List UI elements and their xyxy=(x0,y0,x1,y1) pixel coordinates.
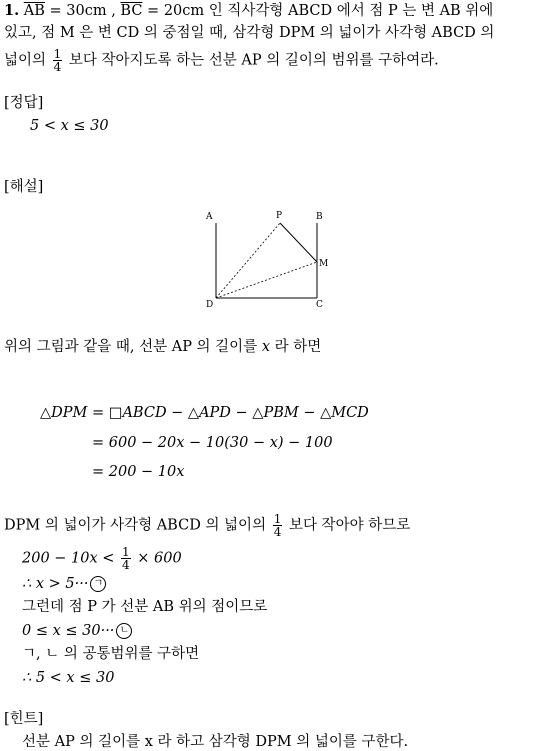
segment-ab: $\overline{AB}$ xyxy=(23,3,45,19)
line3-post: 보다 작아지도록 하는 선분 AP 의 길이의 범위를 구하여라. xyxy=(68,52,439,69)
segment-pm xyxy=(280,223,317,262)
equation-line-3: = 200 − 10x xyxy=(92,464,185,480)
condition-line xyxy=(4,513,410,538)
segment-dm xyxy=(216,262,317,298)
frac-num: 1 xyxy=(53,47,62,61)
label-c: C xyxy=(316,300,323,310)
bc-value: = 20cm 인 직사각형 ABCD 에서 점 P 는 변 AB 위에 xyxy=(142,3,494,19)
equation-line-1: △DPM = □ABCD − △APD − △PBM − △MCD xyxy=(40,405,369,421)
problem-number: 1. xyxy=(4,2,20,19)
intro-pre: 위의 그림과 같을 때, 선분 AP 의 길이를 xyxy=(4,339,258,355)
label-b: B xyxy=(316,212,323,222)
label-p: P xyxy=(276,211,283,221)
answer-value: 5 < x ≤ 30 xyxy=(30,118,109,134)
frac-den: 4 xyxy=(53,60,62,74)
cond-post: 보다 작아야 하므로 xyxy=(288,517,411,534)
ineq2-text: ∴ x > 5··· xyxy=(22,576,89,592)
frac-num-3: 1 xyxy=(122,545,130,559)
label-d: D xyxy=(206,300,214,310)
solution-intro xyxy=(4,338,321,356)
common-range-line: ㄱ, ㄴ 의 공통범위를 구하면 xyxy=(22,646,200,662)
circled-mark-2: ㄴ xyxy=(116,623,132,639)
hint-text: 선분 AP 의 길이를 x 라 하고 삼각형 DPM 의 넓이를 구한다. xyxy=(22,734,409,750)
cond-pre: DPM 의 넓이가 사각형 ABCD 의 넓이의 xyxy=(4,517,267,534)
ineq1-post: × 600 xyxy=(137,550,182,567)
label-m: M xyxy=(319,259,329,269)
intro-post: 라 하면 xyxy=(274,339,322,355)
frac-num-2: 1 xyxy=(273,512,282,526)
rectangle-figure xyxy=(200,205,340,315)
problem-line-2: 있고, 점 M 은 변 CD 의 중점일 때, 삼각형 DPM 의 넓이가 사각형 ABCD 의 xyxy=(4,25,495,41)
inequality-3 xyxy=(22,622,132,640)
fraction-one-quarter-2 xyxy=(273,513,283,538)
line3-pre: 넓이의 xyxy=(4,52,47,69)
answer-header: [정답] xyxy=(4,95,44,111)
segment-bc: $\overline{BC}$ xyxy=(120,3,143,19)
intro-var: x xyxy=(261,339,270,355)
frac-den-2: 4 xyxy=(273,525,282,539)
inequality-1 xyxy=(22,546,182,571)
hint-header: [힌트] xyxy=(4,711,44,727)
final-answer-line: ∴ 5 < x ≤ 30 xyxy=(22,670,115,686)
problem-line-3 xyxy=(4,48,439,73)
ineq3-text: 0 ≤ x ≤ 30··· xyxy=(22,623,115,639)
ineq1-pre: 200 − 10x < xyxy=(22,550,115,567)
equation-line-2: = 600 − 20x − 10(30 − x) − 100 xyxy=(92,435,333,451)
ab-value: = 30cm , xyxy=(44,3,116,19)
label-a: A xyxy=(206,212,213,222)
frac-den-3: 4 xyxy=(122,558,130,572)
inequality-2 xyxy=(22,575,106,593)
solution-header: [해설] xyxy=(4,179,44,195)
problem-line-1 xyxy=(4,2,493,20)
fraction-one-quarter xyxy=(53,48,63,73)
fraction-one-quarter-3 xyxy=(121,546,131,571)
point-p-condition: 그런데 점 P 가 선분 AB 위의 점이므로 xyxy=(22,599,268,615)
circled-mark-1: ㄱ xyxy=(90,576,106,592)
